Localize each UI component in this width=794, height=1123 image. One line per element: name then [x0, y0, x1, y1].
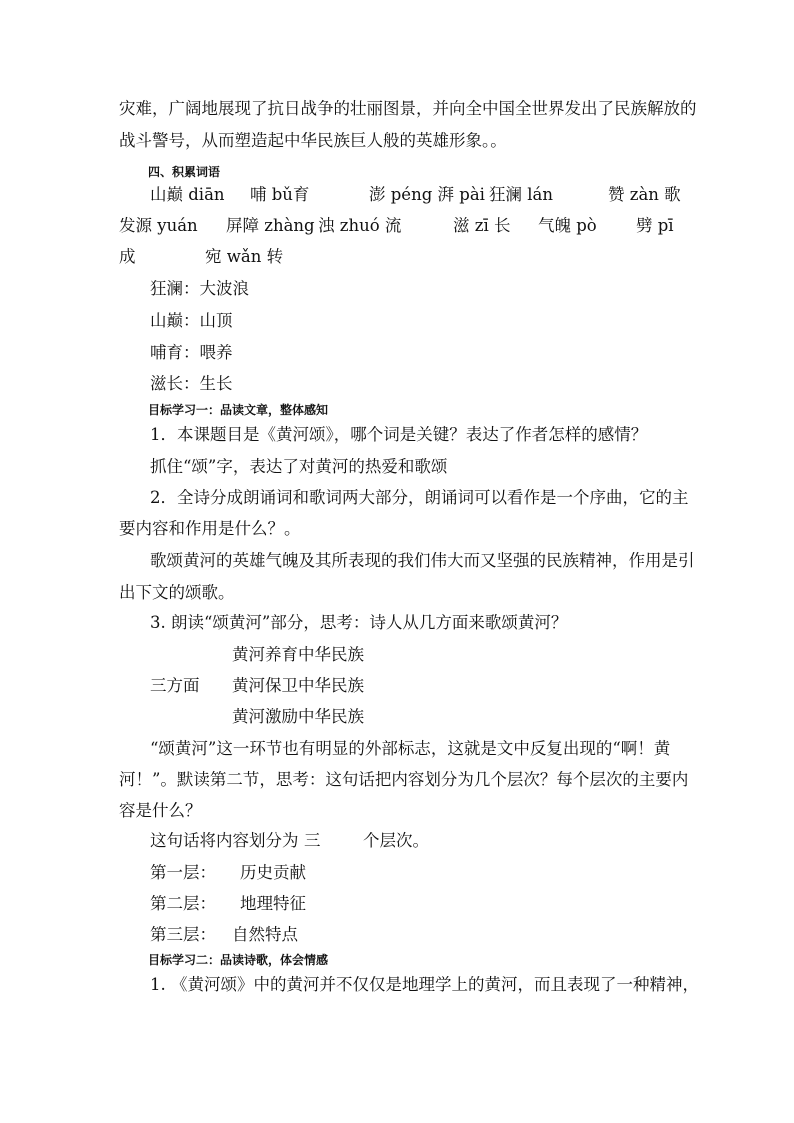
- layer-intro-end: 个层次。: [363, 831, 429, 850]
- vocab-item: 浊 zhuó 流: [318, 216, 402, 235]
- paragraph-line: “颂黄河”这一环节也有明显的外部标志，这就是文中反复出现的“啊！黄: [150, 739, 671, 758]
- vocab-item: 滋 zī 长: [453, 216, 511, 235]
- question-3: 3. 朗读“颂黄河”部分，思考：诗人从几方面来歌颂黄河？: [150, 613, 568, 632]
- aspect-item: 黄河保卫中华民族: [232, 676, 364, 695]
- paragraph-line: 容是什么？: [119, 801, 202, 820]
- layer-value: 历史贡献: [240, 863, 306, 882]
- section-heading: 四、积累词语: [148, 165, 221, 179]
- question-1: 1．本课题目是《黄河颂》，哪个词是关键？表达了作者怎样的感情？: [150, 425, 648, 444]
- question-2: 2．全诗分成朗诵词和歌词两大部分，朗诵词可以看作是一个序曲，它的主: [150, 488, 689, 507]
- layer-label: 第二层：: [150, 894, 216, 913]
- answer-1: 抓住“颂”字，表达了对黄河的热爱和歌颂: [150, 457, 448, 476]
- definition: 狂澜：大波浪: [150, 279, 249, 298]
- layer-label: 第一层：: [150, 863, 216, 882]
- vocab-item: 哺 bǔ育: [250, 185, 310, 204]
- layer-value: 地理特征: [240, 894, 306, 913]
- aspect-item: 黄河激励中华民族: [232, 707, 364, 726]
- definition: 滋长：生长: [150, 374, 233, 393]
- answer-2-cont: 出下文的颂歌。: [119, 583, 235, 602]
- vocab-item: 澎 péng 湃 pài: [369, 185, 485, 204]
- vocab-item: 气魄 pò: [538, 216, 597, 235]
- goal-heading: 目标学习一：品读文章，整体感知: [148, 403, 329, 417]
- vocab-item: 成: [119, 247, 136, 266]
- vocab-item: 宛 wǎn 转: [205, 247, 284, 266]
- question-2-cont: 要内容和作用是什么？。: [119, 519, 301, 538]
- vocab-item: 发源 yuán: [119, 216, 198, 235]
- intro-line-2: 战斗警号，从而塑造起中华民族巨人般的英雄形象。。: [119, 131, 507, 150]
- layer-label: 第三层：: [150, 925, 216, 944]
- aspect-item: 黄河养育中华民族: [232, 645, 364, 664]
- vocab-item: 狂澜 lán: [489, 185, 553, 204]
- layer-value: 自然特点: [232, 925, 298, 944]
- question-1: 1. 《黄河颂》中的黄河并不仅仅是地理学上的黄河，而且表现了一种精神，: [150, 975, 699, 994]
- layer-intro: 这句话将内容划分为: [150, 831, 299, 850]
- paragraph-line: 河！”。默读第二节，思考：这句话把内容划分为几个层次？每个层次的主要内: [119, 770, 689, 789]
- vocab-item: 屏障 zhàng: [226, 216, 315, 235]
- aspect-label: 三方面: [150, 676, 200, 695]
- vocab-item: 赞 zàn 歌: [608, 185, 681, 204]
- intro-line-1: 灾难，广阔地展现了抗日战争的壮丽图景，并向全中国全世界发出了民族解放的: [119, 99, 697, 118]
- definition: 山巅：山顶: [150, 311, 233, 330]
- goal-heading: 目标学习二：品读诗歌，体会情感: [148, 953, 329, 967]
- definition: 哺育：喂养: [150, 343, 233, 362]
- layer-count: 三: [304, 831, 321, 850]
- vocab-item: 山巅 diān: [150, 185, 225, 204]
- answer-2: 歌颂黄河的英雄气魄及其所表现的我们伟大而又坚强的民族精神，作用是引: [150, 551, 695, 570]
- vocab-item: 劈 pī: [636, 216, 674, 235]
